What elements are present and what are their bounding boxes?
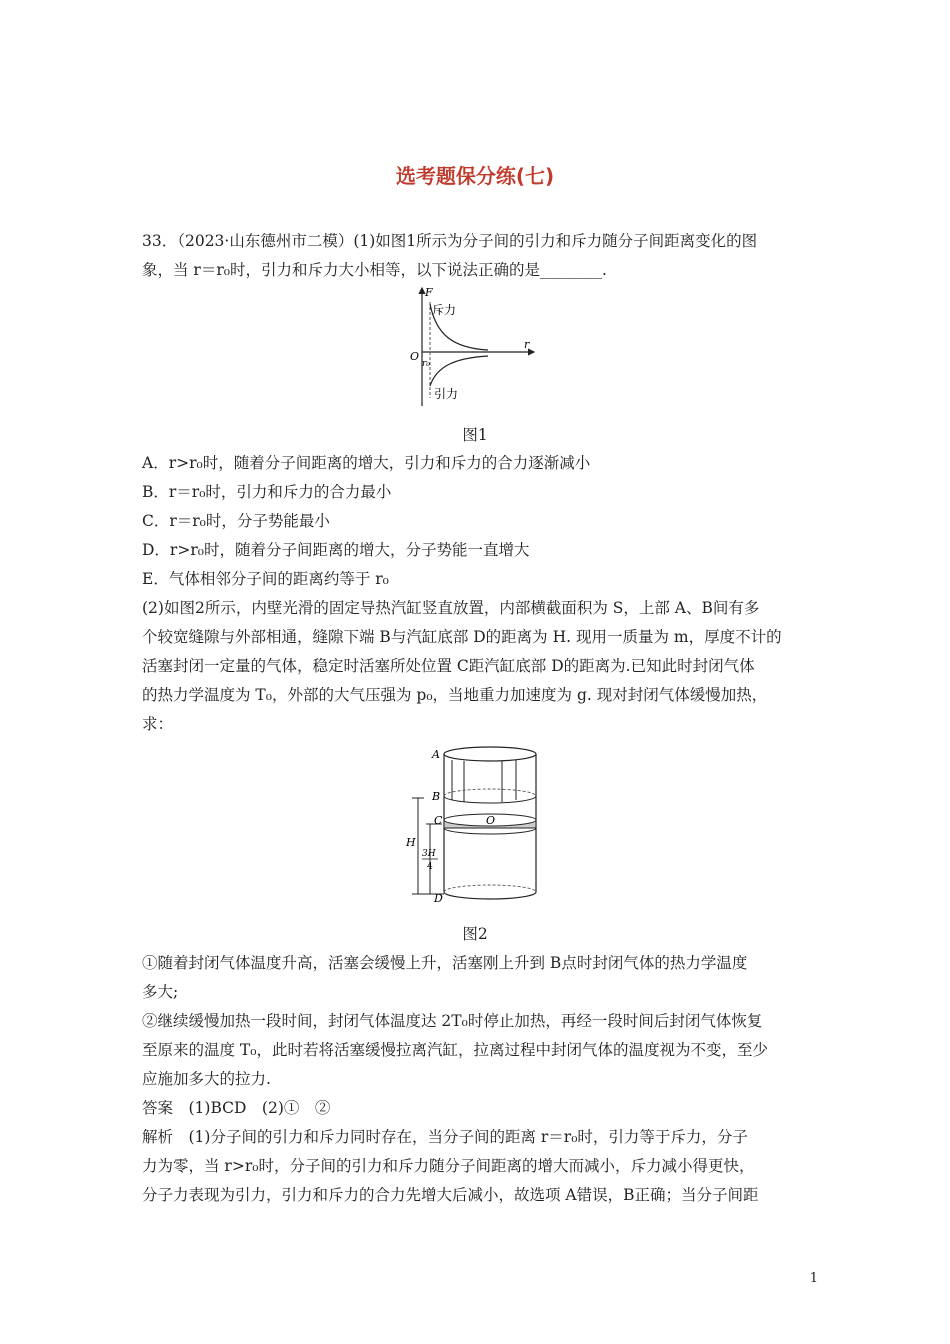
option-b: B．r＝r₀时，引力和斥力的合力最小 (142, 483, 392, 501)
figure-1-force-graph (400, 282, 540, 412)
label-c: C (434, 814, 443, 827)
label-origin: O (410, 350, 420, 363)
question-33-line-2: 象，当 r＝r₀时，引力和斥力大小相等，以下说法正确的是________. (142, 261, 607, 279)
option-e: E．气体相邻分子间的距离约等于 r₀ (142, 570, 389, 588)
part-2-line-1: (2)如图2所示，内壁光滑的固定导热汽缸竖直放置，内部横截面积为 S，上部 A、B间有多 (142, 599, 760, 617)
analysis-line-1: 解析 (1)分子间的引力和斥力同时存在，当分子间的距离 r＝r₀时，引力等于斥力，分子 (142, 1128, 748, 1146)
label-b: B (432, 790, 441, 803)
label-3h: 3H (422, 849, 436, 859)
part-2-line-2: 个较宽缝隙与外部相通，缝隙下端 B与汽缸底部 D的距离为 H. 现用一质量为 m，厚度不计的 (142, 628, 782, 646)
analysis-line-2: 力为零，当 r>r₀时，分子间的引力和斥力随分子间距离的增大而减小，斥力减小得更快， (142, 1157, 755, 1175)
sub-question-1-line-1: ①随着封闭气体温度升高，活塞会缓慢上升，活塞刚上升到 B点时封闭气体的热力学温度 (142, 954, 748, 972)
sub-question-1-line-2: 多大; (142, 983, 179, 1001)
page-title: 选考题保分练(七) (395, 164, 555, 188)
label-o: O (486, 814, 496, 827)
figure-1-caption: 图1 (462, 426, 488, 444)
attraction-curve (430, 356, 488, 386)
sub-question-2-line-1: ②继续缓慢加热一段时间，封闭气体温度达 2T₀时停止加热，再经一段时间后封闭气体恢复 (142, 1012, 763, 1030)
analysis-line-3: 分子力表现为引力，引力和斥力的合力先增大后减小，故选项 A错误，B正确；当分子间距 (142, 1186, 759, 1204)
label-h: H (406, 836, 416, 849)
label-repulsion: 斥力 (432, 303, 457, 317)
answer: 答案 (1)BCD (2)① ② (142, 1099, 331, 1117)
page-number: 1 (809, 1271, 818, 1286)
cylinder-top (444, 747, 536, 761)
level-b-line (444, 789, 536, 796)
figure-2-cylinder (400, 742, 550, 907)
option-c: C．r＝r₀时，分子势能最小 (142, 512, 330, 530)
question-33-line-1: 33．（2023·山东德州市二模）(1)如图1所示为分子间的引力和斥力随分子间距离变化的图 (142, 232, 758, 250)
part-2-line-5: 求： (142, 715, 174, 733)
part-2-line-3: 活塞封闭一定量的气体，稳定时活塞所处位置 C距汽缸底部 D的距离为.已知此时封闭气体 (142, 657, 755, 675)
label-r0: r₀ (422, 359, 430, 369)
label-4: 4 (427, 862, 433, 872)
cylinder-bottom (444, 892, 536, 899)
part-2-line-4: 的热力学温度为 T₀，外部的大气压强为 p₀，当地重力加速度为 g. 现对封闭气体缓慢加热， (142, 686, 768, 704)
sub-question-2-line-3: 应施加多大的拉力. (142, 1070, 271, 1088)
label-f: F (425, 286, 433, 299)
option-d: D．r>r₀时，随着分子间距离的增大，分子势能一直增大 (142, 541, 530, 559)
figure-2-caption: 图2 (462, 925, 488, 943)
label-attraction: 引力 (434, 387, 459, 401)
sub-question-2-line-2: 至原来的温度 T₀，此时若将活塞缓慢拉离汽缸，拉离过程中封闭气体的温度视为不变，至少 (142, 1041, 768, 1059)
option-a: A．r>r₀时，随着分子间距离的增大，引力和斥力的合力逐渐减小 (142, 454, 591, 472)
label-r: r (524, 338, 530, 351)
label-a: A (432, 748, 440, 761)
label-d: D (434, 892, 443, 905)
